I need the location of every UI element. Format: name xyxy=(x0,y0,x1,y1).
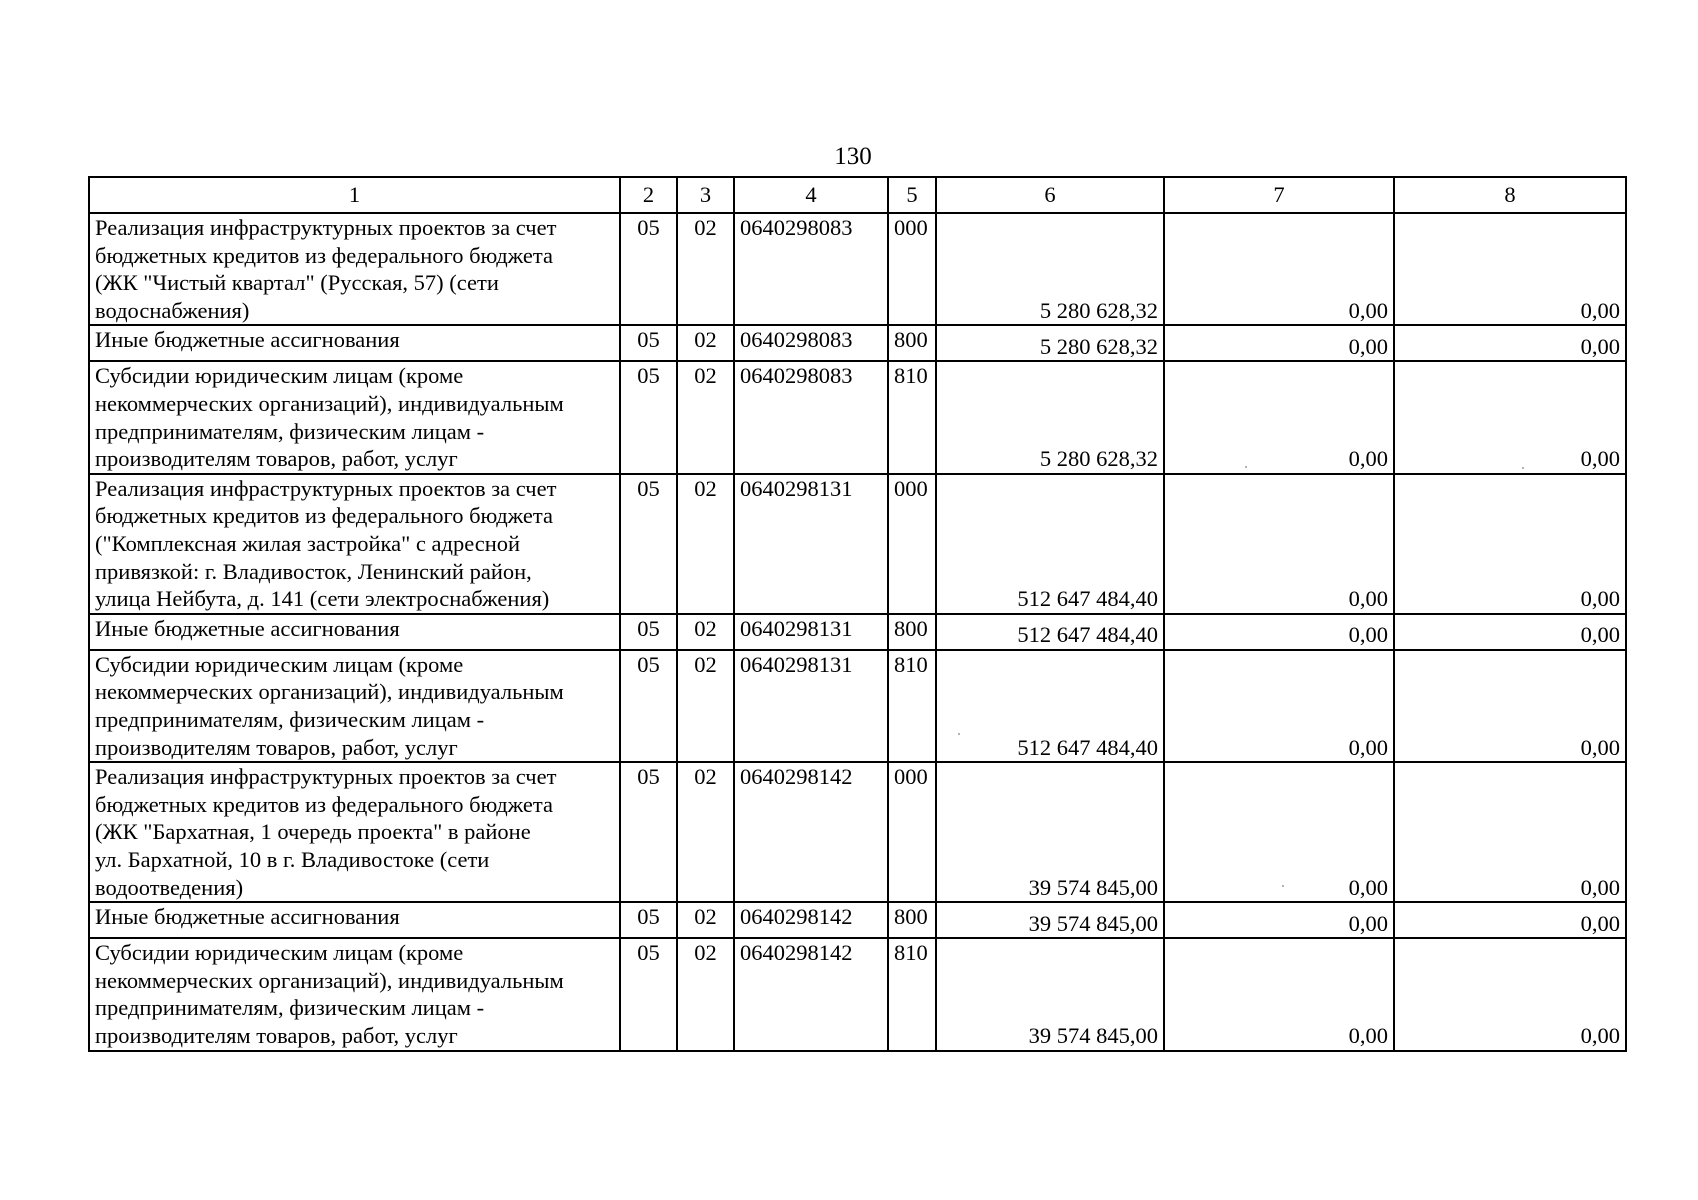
subsection-code: 02 xyxy=(677,762,734,902)
line-item-name: Иные бюджетные ассигнования xyxy=(89,902,620,938)
section-code: 05 xyxy=(620,614,677,650)
subsection-code: 02 xyxy=(677,650,734,762)
amount-col-8: 0,00 xyxy=(1394,938,1626,1050)
table-row xyxy=(89,650,1626,762)
amount-col-8: 0,00 xyxy=(1394,902,1626,938)
line-item-name: Субсидии юридическим лицам (кроме некоммерческих организаций), индивидуальным предпринимателям, физическим лицам - производителям товаров, работ, услуг xyxy=(89,361,620,473)
amount-col-7: 0,00 xyxy=(1164,325,1394,361)
target-article-code: 0640298142 xyxy=(734,938,888,1050)
subsection-code: 02 xyxy=(677,325,734,361)
section-code: 05 xyxy=(620,650,677,762)
target-article-code: 0640298142 xyxy=(734,762,888,902)
amount-col-8: 0,00 xyxy=(1394,325,1626,361)
table-row xyxy=(89,325,1626,361)
line-item-name: Реализация инфраструктурных проектов за счет бюджетных кредитов из федерального бюджета ("Комплексная жилая застройка" с адресной привязкой: г. Владивосток, Ленинский район, улица Нейбута, д. 141 (сети электроснабжения) xyxy=(89,474,620,614)
expense-type-code: 810 xyxy=(888,361,936,473)
amount-col-8: 0,00 xyxy=(1394,474,1626,614)
header-cell-6: 6 xyxy=(936,177,1164,213)
amount-col-8: 0,00 xyxy=(1394,213,1626,325)
amount-col-7: 0,00 xyxy=(1164,762,1394,902)
amount-col-7: 0,00 xyxy=(1164,474,1394,614)
target-article-code: 0640298083 xyxy=(734,213,888,325)
header-cell-1: 1 xyxy=(89,177,620,213)
budget-table xyxy=(88,176,1627,1052)
amount-col-6: 39 574 845,00 xyxy=(936,938,1164,1050)
target-article-code: 0640298131 xyxy=(734,650,888,762)
amount-col-8: 0,00 xyxy=(1394,614,1626,650)
amount-col-8: 0,00 xyxy=(1394,650,1626,762)
subsection-code: 02 xyxy=(677,902,734,938)
line-item-name: Субсидии юридическим лицам (кроме некоммерческих организаций), индивидуальным предпринимателям, физическим лицам - производителям товаров, работ, услуг xyxy=(89,650,620,762)
target-article-code: 0640298142 xyxy=(734,902,888,938)
header-cell-3: 3 xyxy=(677,177,734,213)
subsection-code: 02 xyxy=(677,361,734,473)
expense-type-code: 810 xyxy=(888,938,936,1050)
target-article-code: 0640298083 xyxy=(734,325,888,361)
table-row xyxy=(89,213,1626,325)
expense-type-code: 810 xyxy=(888,650,936,762)
header-cell-5: 5 xyxy=(888,177,936,213)
expense-type-code: 000 xyxy=(888,474,936,614)
section-code: 05 xyxy=(620,762,677,902)
line-item-name: Реализация инфраструктурных проектов за счет бюджетных кредитов из федерального бюджета (ЖК "Чистый квартал" (Русская, 57) (сети водоснабжения) xyxy=(89,213,620,325)
amount-col-6: 39 574 845,00 xyxy=(936,762,1164,902)
amount-col-6: 5 280 628,32 xyxy=(936,213,1164,325)
target-article-code: 0640298131 xyxy=(734,614,888,650)
table-row xyxy=(89,902,1626,938)
section-code: 05 xyxy=(620,474,677,614)
amount-col-7: 0,00 xyxy=(1164,902,1394,938)
section-code: 05 xyxy=(620,213,677,325)
amount-col-6: 5 280 628,32 xyxy=(936,361,1164,473)
amount-col-6: 5 280 628,32 xyxy=(936,325,1164,361)
amount-col-6: 512 647 484,40 xyxy=(936,474,1164,614)
line-item-name: Иные бюджетные ассигнования xyxy=(89,614,620,650)
table-row xyxy=(89,361,1626,473)
amount-col-8: 0,00 xyxy=(1394,361,1626,473)
header-cell-4: 4 xyxy=(734,177,888,213)
section-code: 05 xyxy=(620,325,677,361)
section-code: 05 xyxy=(620,361,677,473)
amount-col-6: 512 647 484,40 xyxy=(936,650,1164,762)
amount-col-7: 0,00 xyxy=(1164,361,1394,473)
line-item-name: Реализация инфраструктурных проектов за счет бюджетных кредитов из федерального бюджета (ЖК "Бархатная, 1 очередь проекта" в районе ул. Бархатной, 10 в г. Владивостоке (сети водоотведения) xyxy=(89,762,620,902)
amount-col-7: 0,00 xyxy=(1164,938,1394,1050)
table-row xyxy=(89,614,1626,650)
scan-speck xyxy=(1522,467,1524,469)
expense-type-code: 000 xyxy=(888,762,936,902)
subsection-code: 02 xyxy=(677,474,734,614)
scan-speck xyxy=(1245,466,1247,468)
line-item-name: Иные бюджетные ассигнования xyxy=(89,325,620,361)
header-cell-7: 7 xyxy=(1164,177,1394,213)
header-cell-2: 2 xyxy=(620,177,677,213)
amount-col-8: 0,00 xyxy=(1394,762,1626,902)
expense-type-code: 800 xyxy=(888,614,936,650)
table-body xyxy=(89,177,1626,1051)
table-row xyxy=(89,474,1626,614)
expense-type-code: 800 xyxy=(888,325,936,361)
scan-speck xyxy=(958,733,960,735)
expense-type-code: 800 xyxy=(888,902,936,938)
section-code: 05 xyxy=(620,938,677,1050)
amount-col-7: 0,00 xyxy=(1164,213,1394,325)
expense-type-code: 000 xyxy=(888,213,936,325)
header-row xyxy=(89,177,1626,213)
subsection-code: 02 xyxy=(677,213,734,325)
subsection-code: 02 xyxy=(677,614,734,650)
line-item-name: Субсидии юридическим лицам (кроме некоммерческих организаций), индивидуальным предпринимателям, физическим лицам - производителям товаров, работ, услуг xyxy=(89,938,620,1050)
amount-col-7: 0,00 xyxy=(1164,650,1394,762)
page-number: 130 xyxy=(834,143,872,170)
table-row xyxy=(89,938,1626,1050)
amount-col-6: 39 574 845,00 xyxy=(936,902,1164,938)
target-article-code: 0640298131 xyxy=(734,474,888,614)
section-code: 05 xyxy=(620,902,677,938)
target-article-code: 0640298083 xyxy=(734,361,888,473)
amount-col-6: 512 647 484,40 xyxy=(936,614,1164,650)
scan-speck xyxy=(1282,885,1284,887)
subsection-code: 02 xyxy=(677,938,734,1050)
header-cell-8: 8 xyxy=(1394,177,1626,213)
table-row xyxy=(89,762,1626,902)
amount-col-7: 0,00 xyxy=(1164,614,1394,650)
